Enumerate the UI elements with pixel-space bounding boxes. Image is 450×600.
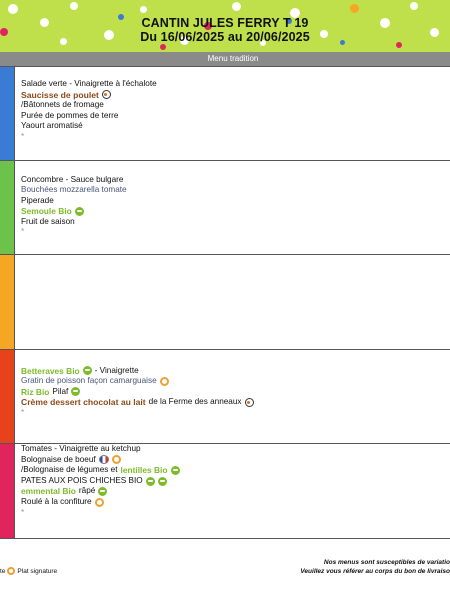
menu-item-text: lentilles Bio xyxy=(120,465,168,476)
menu-item xyxy=(21,121,450,132)
menu-item xyxy=(21,397,450,408)
menu-item-text: Yaourt aromatisé xyxy=(21,121,83,131)
menu-item xyxy=(21,185,450,196)
title-line2: Du 16/06/2025 au 20/06/2025 xyxy=(140,30,310,44)
menu-item-text: Tomates - Vinaigrette au ketchup xyxy=(21,444,141,453)
menu-item-text: Gratin de poisson façon camarguaise xyxy=(21,376,157,386)
day-row xyxy=(0,350,450,445)
menu-item xyxy=(21,175,450,186)
local-icon xyxy=(112,455,121,464)
bio-icon xyxy=(83,366,92,375)
menu-item-text: - Vinaigrette xyxy=(94,365,139,375)
legend xyxy=(0,567,57,575)
confetti-dot xyxy=(70,2,78,10)
menu-item xyxy=(21,387,450,398)
menu-item xyxy=(21,217,450,228)
menu-item-text: * xyxy=(21,407,25,417)
menu-item xyxy=(21,497,450,508)
menu-item-text: Saucisse de poulet xyxy=(21,89,99,100)
menu-header: Menu tradition xyxy=(16,52,450,66)
menu-item xyxy=(21,100,450,111)
menu-item xyxy=(21,196,450,207)
menu-grid xyxy=(0,66,450,539)
menu-item xyxy=(21,111,450,122)
menu-item xyxy=(21,455,450,466)
menu-header-spacer xyxy=(0,52,16,66)
menu-item-text: * xyxy=(21,227,25,237)
menu-item-text: Purée de pommes de terre xyxy=(21,110,119,120)
bio-icon xyxy=(75,207,84,216)
menu-item xyxy=(21,376,450,387)
signature-icon xyxy=(245,398,254,407)
confetti-dot xyxy=(140,6,147,13)
bio-icon xyxy=(171,466,180,475)
menu-item-text: Bolognaise de boeuf xyxy=(21,454,96,464)
day-row xyxy=(0,444,450,539)
day-color-stripe xyxy=(0,161,15,255)
menu-item xyxy=(21,132,450,143)
menu-item-text: Salade verte - Vinaigrette à l'échalote xyxy=(21,79,157,88)
bio-icon xyxy=(71,387,80,396)
menu-item-text: * xyxy=(21,507,25,517)
day-menu xyxy=(21,175,450,239)
menu-item-text: * xyxy=(21,131,25,141)
bio-icon xyxy=(98,487,107,496)
day-row xyxy=(0,161,450,256)
local-icon xyxy=(160,377,169,386)
menu-item-text: Pilaf xyxy=(52,386,69,396)
title-line1: CANTIN JULES FERRY T 19 xyxy=(141,16,309,30)
day-menu xyxy=(21,79,450,143)
bio-icon xyxy=(158,477,167,486)
menu-item-text: Riz Bio xyxy=(21,386,50,397)
day-row xyxy=(0,66,450,161)
menu-item xyxy=(21,465,450,476)
menu-item-text: PATES AUX POIS CHICHES BIO xyxy=(21,475,143,485)
menu-item-text: Concombre - Sauce bulgare xyxy=(21,174,124,184)
day-menu xyxy=(21,444,450,518)
confetti-dot xyxy=(350,4,359,13)
menu-item xyxy=(21,508,450,519)
menu-item xyxy=(21,476,450,487)
confetti-dot xyxy=(232,2,241,11)
menu-item-text: Piperade xyxy=(21,195,54,205)
day-color-stripe xyxy=(0,67,15,160)
confetti-dot xyxy=(410,2,418,10)
french-flag-icon xyxy=(99,455,109,464)
confetti-dot xyxy=(8,4,18,14)
day-color-stripe xyxy=(0,444,15,538)
menu-item-text: /Bolognaise de légumes et xyxy=(21,465,118,475)
menu-item-text: Semoule Bio xyxy=(21,206,72,217)
day-menu xyxy=(21,366,450,419)
header-banner xyxy=(0,0,450,52)
menu-item-text: Bouchées mozzarella tomate xyxy=(21,185,127,195)
menu-item-text: râpé xyxy=(78,486,96,496)
local-icon xyxy=(95,498,104,507)
menu-item-text: Betteraves Bio xyxy=(21,365,80,376)
day-row xyxy=(0,255,450,350)
bio-icon xyxy=(146,477,155,486)
signature-icon xyxy=(102,90,111,99)
legend-prefix: te xyxy=(0,567,6,575)
day-color-stripe xyxy=(0,255,15,349)
signature-icon xyxy=(7,567,15,575)
menu-item xyxy=(21,227,450,238)
menu-item xyxy=(21,366,450,377)
menu-item-text: de la Ferme des anneaux xyxy=(148,397,242,407)
menu-item-text: Crème dessert chocolat au lait xyxy=(21,397,146,408)
menu-item xyxy=(21,408,450,419)
confetti-dot xyxy=(160,44,166,50)
menu-item-text: emmental Bio xyxy=(21,486,76,497)
footer-note-line2: Veuillez vous référer au corps du bon de livraiso xyxy=(300,567,450,575)
footer-note xyxy=(220,559,450,576)
footer-note-line1: Nos menus sont susceptibles de variatio xyxy=(323,559,450,566)
menu-item xyxy=(21,79,450,90)
menu-item-text: Fruit de saison xyxy=(21,216,75,226)
menu-item xyxy=(21,444,450,455)
menu-item xyxy=(21,206,450,217)
menu-item xyxy=(21,486,450,497)
menu-item xyxy=(21,90,450,101)
day-color-stripe xyxy=(0,350,15,444)
page-title xyxy=(0,16,450,44)
menu-item-text: Roulé à la confiture xyxy=(21,496,92,506)
menu-item-text: /Bâtonnets de fromage xyxy=(21,100,104,110)
legend-label: Plat signature xyxy=(17,567,58,575)
